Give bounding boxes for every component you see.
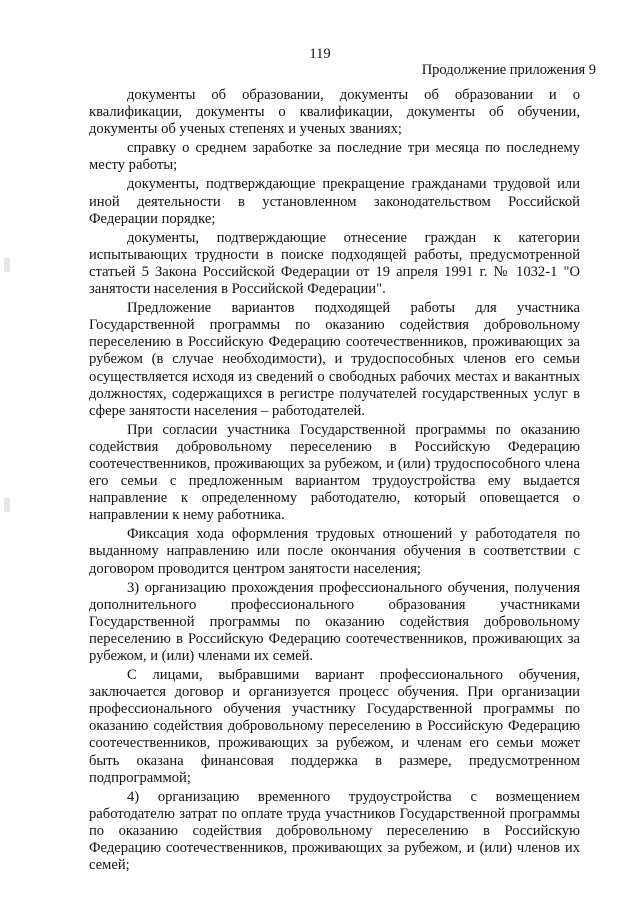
page-number: 119 — [309, 46, 331, 62]
scan-artifact-mark — [4, 498, 10, 512]
paragraph-item-4-temporary-employment: 4) организацию временного трудоустройства с возмещением работодателю затрат по оплате труда участников Государственной программы по оказанию содействия добровольному переселению в Российскую Федерацию соотечественников, проживающих за рубежом, и (или) членов их семей; — [89, 788, 580, 874]
paragraph-employment-tracking: Фиксация хода оформления трудовых отношений у работодателя по выданному направлению или после окончания обучения в соответствии с договором проводится центром занятости населения; — [89, 526, 580, 577]
paragraph-job-offer: Предложение вариантов подходящей работы для участника Государственной программы по оказанию содействия добровольному переселению в Российскую Федерацию соотечественников, проживающих за рубежом (в случае необходимости), и трудоспособных членов его семьи осуществляется исходя из сведений о свободных рабочих местах и вакантных должностях, содержащихся в регистре получателей государственных услуг в сфере занятости населения – работодателей. — [89, 300, 580, 419]
paragraph-training-contract: С лицами, выбравшими вариант профессионального обучения, заключается договор и организуется процесс обучения. При организации профессионального обучения участнику Государственной программы по оказанию содействия добровольному переселению в Российскую Федерацию соотечественников, проживающих за рубежом, и членам его семьи может быть оказана финансовая поддержка в размере, предусмотренном подпрограммой; — [89, 667, 580, 786]
paragraph-item-3-training: 3) организацию прохождения профессионального обучения, получения дополнительного профессионального образования участниками Государственной программы по оказанию содействия добровольному переселению в Российскую Федерацию соотечественников, проживающих за рубежом, и (или) членами их семей. — [89, 579, 580, 664]
paragraph-category-documents: документы, подтверждающие отнесение граждан к категории испытывающих трудности в поиске подходящей работы, предусмотренной статьей 5 Закона Российской Федерации от 19 апреля 1991 г. № 1032-1 "О занятости населения в Российской Федерации". — [89, 229, 580, 298]
paragraph-salary-certificate: справку о среднем заработке за последние три месяца по последнему месту работы; — [89, 140, 580, 174]
appendix-continuation-note: Продолжение приложения 9 — [421, 62, 596, 78]
scan-artifact-mark — [4, 258, 10, 272]
document-body — [89, 87, 580, 876]
paragraph-education-documents: документы об образовании, документы об образовании и о квалификации, документы о квалификации, документы об обучении, документы об ученых степенях и ученых званиях; — [89, 87, 580, 138]
paragraph-termination-documents: документы, подтверждающие прекращение гражданами трудовой или иной деятельности в установленном законодательством Российской Федерации порядке; — [89, 176, 580, 227]
paragraph-employer-referral: При согласии участника Государственной программы по оказанию содействия добровольному переселению в Российскую Федерацию соотечественников, проживающих за рубежом, и (или) трудоспособного члена его семьи с предложенным вариантом трудоустройства ему выдается направление к определенному работодателю, который оповещается о направлении к нему работника. — [89, 421, 580, 524]
